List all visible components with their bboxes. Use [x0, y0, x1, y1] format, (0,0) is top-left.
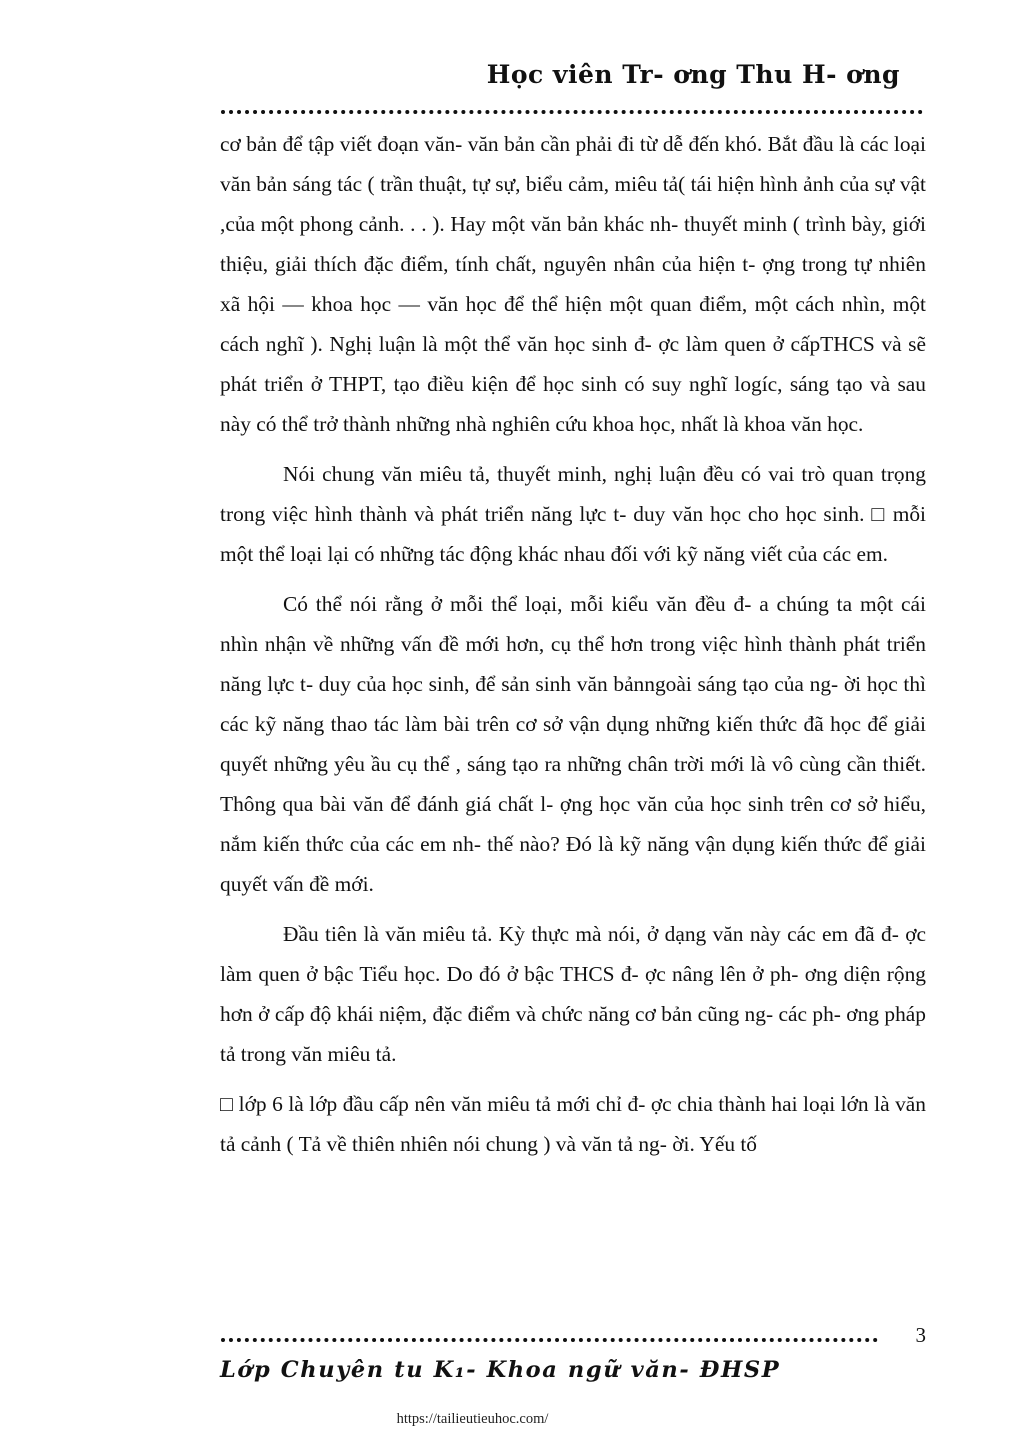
paragraph-1: cơ bản để tập viết đoạn văn- văn bản cần phải đi từ dễ đến khó. Bắt đầu là các loại văn bản sáng tác ( trần thuật, tự sự, biểu cảm, miêu tả( tái hiện hình ảnh của sự vật ,của một phong cảnh. . . ). Hay một văn bản khác nh- thuyết minh ( trình bày, giới thiệu, giải thích đặc điểm, tính chất, nguyên nhân của hiện t- ợng trong tự nhiên xã hội — khoa học — văn học để thể hiện một quan điểm, một cách nhìn, một cách nghĩ ). Nghị luận là một thể văn học sinh đ- ợc làm quen ở cấpTHCS và sẽ phát triển ở THPT, tạo điều kiện để học sinh có suy nghĩ logíc, sáng tạo và sau này có thể trở thành những nhà nghiên cứu khoa học, nhất là khoa văn học. [220, 132, 926, 436]
paragraph-5: □ lớp 6 là lớp đầu cấp nên văn miêu tả mới chỉ đ- ợc chia thành hai loại lớn là văn tả cảnh ( Tả về thiên nhiên nói chung ) và văn tả ng- ời. Yếu tố [220, 1092, 926, 1156]
footer-class-info: Lớp Chuyên tu K₁- Khoa ngữ văn- ĐHSP [220, 1357, 781, 1383]
paragraph-3: Có thể nói rằng ở mỗi thể loại, mỗi kiểu văn đều đ- a chúng ta một cái nhìn nhận về những vấn đề mới hơn, cụ thể hơn trong việc hình thành phát triển năng lực t- duy của học sinh, để sản sinh văn bảnngoài sáng tạo của ng- ời học thì các kỹ năng thao tác làm bài trên cơ sở vận dụng những kiến thức đã học để giải quyết những yêu ầu cụ thể , sáng tạo ra những chân trời mới là vô cùng cần thiết. Thông qua bài văn để đánh giá chất l- ợng học văn của học sinh trên cơ sở hiểu, nắm kiến thức của các em nh- thế nào? Đó là kỹ năng vận dụng kiến thức để giải quyết vấn đề mới. [220, 592, 926, 896]
footer-dotted-divider [221, 1338, 878, 1342]
document-body [220, 124, 926, 1174]
header-dotted-divider [221, 110, 923, 114]
header-author: Học viên Tr- ơng Thu H- ơng [486, 60, 900, 89]
page-number: 3 [915, 1323, 926, 1347]
paragraph-4: Đầu tiên là văn miêu tả. Kỳ thực mà nói, ở dạng văn này các em đã đ- ợc làm quen ở bậc Tiểu học. Do đó ở bậc THCS đ- ợc nâng lên ở ph- ơng diện rộng hơn ở cấp độ khái niệm, đặc điểm và chức năng cơ bản cũng ng- các ph- ơng pháp tả trong văn miêu tả. [220, 922, 926, 1066]
source-url: https://tailieutieuhoc.com/ [396, 1411, 549, 1427]
paragraph-2: Nói chung văn miêu tả, thuyết minh, nghị luận đều có vai trò quan trọng trong việc hình thành và phát triển năng lực t- duy văn học cho học sinh. □ mỗi một thể loại lại có những tác động khác nhau đối với kỹ năng viết của các em. [220, 462, 926, 566]
